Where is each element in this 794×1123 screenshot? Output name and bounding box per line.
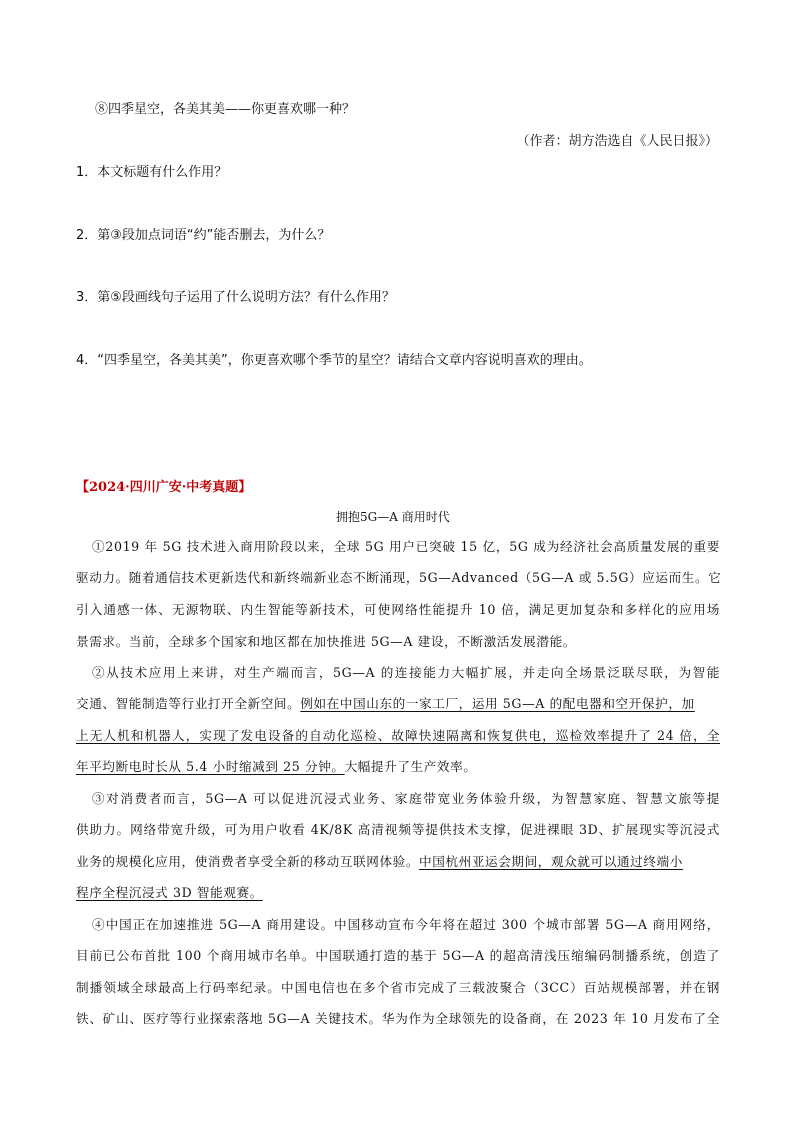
p2-line-1: ②从技术应用上来讲，对生产端而言，5G—A 的连接能力大幅扩展，并走向全场景泛联尽联，为智能 [92,665,720,680]
p4-line-4: 铁、矿山、医疗等行业探索落地 5G—A 关键技术。华为作为全球领先的设备商，在 2023 年 10 月发布了全 [76,1011,720,1026]
section-header: 【2024·四川广安·中考真题】 [76,480,252,495]
p1-line-4: 景需求。当前，全球多个国家和地区都在加快推进 5G—A 建设，不断激活发展潜能。 [76,634,576,649]
question-4: 4．“四季星空，各美其美”，你更喜欢哪个季节的星空？请结合文章内容说明喜欢的理由。 [76,353,592,368]
p3-line-2: 供助力。网络带宽升级，可为用户收看 4K/8K 高清视频等提供技术支撑，促进裸眼 3D、扩展现实等沉浸式 [76,822,720,837]
p4-line-2: 目前已公布首批 100 个商用城市名单。中国联通打造的基于 5G—A 的超高清浅压缩编码制播系统，创造了 [76,948,720,963]
paragraph-8: ⑧四季星空，各美其美——你更喜欢哪一种？ [95,102,356,117]
article-title: 拥抱5G—A 商用时代 [336,510,450,524]
p2-underlined-sentence-mid: 上无人机和机器人，实现了发电设备的自动化巡检、故障快速隔离和恢复供电，巡检效率提升了 24 倍，全 [76,728,720,743]
p2-line-2-plain: 交通、智能制造等行业打开全新空间。 [76,696,301,711]
p2-underlined-sentence-start: 例如在中国山东的一家工厂，运用 5G—A 的配电器和空开保护，加 [300,696,695,711]
p4-line-1: ④中国正在加速推进 5G—A 商用建设。中国移动宣布今年将在超过 300 个城市部署 5G—A 商用网络， [92,917,720,932]
p3-line-3-plain: 业务的规模化应用，使消费者享受全新的移动互联网体验。 [76,854,420,869]
article-source: （作者：胡方浩选自《人民日报》） [516,134,718,149]
p2-line-2 [76,694,695,714]
p4-line-3: 制播领域全球最高上行码率纪录。中国电信也在多个省市完成了三载波聚合（3CC）百站规模部署，并在钢 [76,980,720,995]
p1-line-1: ①2019 年 5G 技术进入商用阶段以来，全球 5G 用户已突破 15 亿，5G 成为经济社会高质量发展的重要 [92,539,720,554]
p3-underlined-sentence-end: 程序全程沉浸式 3D 智能观赛。 [76,885,263,900]
question-1: 1．本文标题有什么作用？ [76,165,228,180]
p2-line-4-plain: 大幅提升了生产效率。 [344,759,477,774]
question-3: 3．第⑤段画线句子运用了什么说明方法？有什么作用？ [76,290,395,305]
p1-line-2: 驱动力。随着通信技术更新迭代和新终端新业态不断涌现，5G—Advanced（5G—A 或 5.5G）应运而生。它 [76,570,722,585]
p1-line-3: 引入通感一体、无源物联、内生智能等新技术，可使网络性能提升 10 倍，满足更加复杂和多样化的应用场 [76,602,720,617]
p3-line-3 [76,852,683,872]
p3-underlined-sentence-start: 中国杭州亚运会期间，观众就可以通过终端小 [419,854,683,869]
p3-line-1: ③对消费者而言，5G—A 可以促进沉浸式业务、家庭带宽业务体验升级，为智慧家庭、智慧文旅等提 [92,791,720,806]
question-2: 2．第③段加点词语“约”能否删去，为什么？ [76,228,331,243]
p2-underlined-sentence-end: 年平均断电时长从 5.4 小时缩减到 25 分钟。 [76,759,345,774]
p2-line-4 [76,757,477,777]
